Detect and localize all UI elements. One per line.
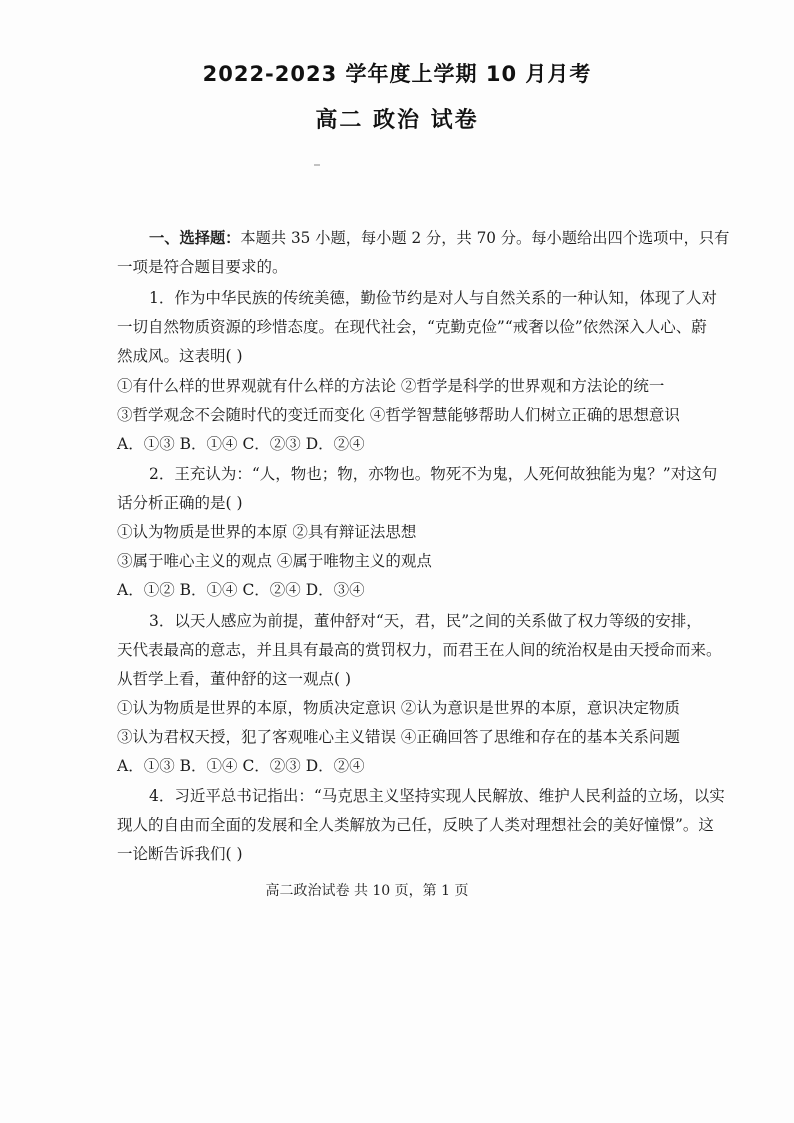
question-3-stem-line: 从哲学上看，董仲舒的这一观点( ) [117,670,352,688]
section-intro-line-1 [149,228,729,248]
question-1-stem-line: 一切自然物质资源的珍惜态度。在现代社会，“克勤克俭”“戒奢以俭”依然深入人心、蔚 [117,318,707,336]
section-heading: 一、选择题： [149,228,241,247]
question-2-option-line: ①认为物质是世界的本原 ②具有辩证法思想 [117,523,417,541]
question-1-stem-line: 1．作为中华民族的传统美德，勤俭节约是对人与自然关系的一种认知，体现了人对 [149,289,717,307]
scan-speck [314,164,320,166]
page-footer: 高二政治试卷 共 10 页，第 1 页 [265,883,469,899]
question-2-option-line: ③属于唯心主义的观点 ④属于唯物主义的观点 [117,552,432,570]
question-3-stem-line: 天代表最高的意志，并且具有最高的赏罚权力，而君王在人间的统治权是由天授命而来。 [117,641,722,659]
question-4-stem-line: 现人的自由而全面的发展和全人类解放为己任，反映了人类对理想社会的美好憧憬”。这 [117,816,714,834]
question-2-answers: A．①② B．①④ C．②④ D．③④ [117,581,365,599]
question-2-stem-line: 2．王充认为：“人，物也；物，亦物也。物死不为鬼，人死何故独能为鬼？”对这句 [149,465,718,483]
question-4-stem-line: 4．习近平总书记指出：“马克思主义坚持实现人民解放、维护人民利益的立场，以实 [149,787,725,805]
question-2-stem-line: 话分析正确的是( ) [117,494,243,512]
question-1-option-line: ③哲学观念不会随时代的变迁而变化 ④哲学智慧能够帮助人们树立正确的思想意识 [117,406,680,424]
question-1-stem-line: 然成风。这表明( ) [117,347,243,365]
question-3-stem-line: 3．以天人感应为前提，董仲舒对“天，君，民”之间的关系做了权力等级的安排， [149,612,702,630]
question-4-stem-line: 一论断告诉我们( ) [117,845,243,863]
exam-title: 2022-2023 学年度上学期 10 月月考 [202,62,592,86]
question-3-answers: A．①③ B．①④ C．②③ D．②④ [117,757,365,775]
exam-subtitle: 高二 政治 试卷 [315,108,479,133]
section-intro-line-2: 一项是符合题目要求的。 [117,258,288,276]
question-1-option-line: ①有什么样的世界观就有什么样的方法论 ②哲学是科学的世界观和方法论的统一 [117,377,665,395]
section-intro-text: 本题共 35 小题，每小题 2 分，共 70 分。每小题给出四个选项中，只有 [240,229,730,247]
question-1-answers: A．①③ B．①④ C．②③ D．②④ [117,435,365,453]
question-3-option-line: ①认为物质是世界的本原，物质决定意识 ②认为意识是世界的本原，意识决定物质 [117,699,680,717]
question-3-option-line: ③认为君权天授，犯了客观唯心主义错误 ④正确回答了思维和存在的基本关系问题 [117,728,680,746]
